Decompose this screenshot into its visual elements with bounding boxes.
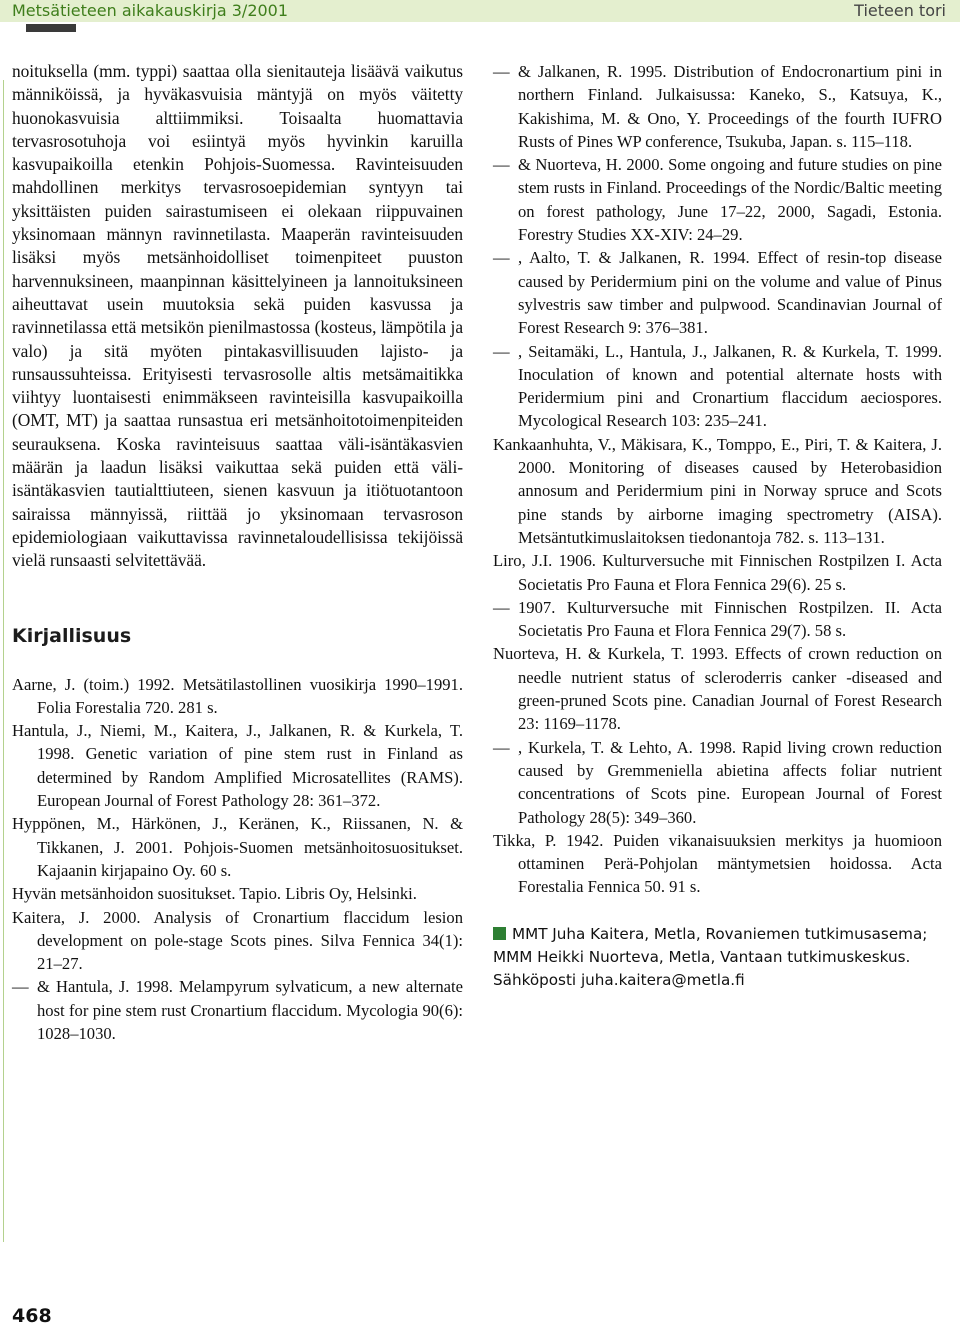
left-column bbox=[12, 60, 463, 1045]
reference-entry bbox=[493, 736, 942, 829]
right-column bbox=[493, 60, 942, 992]
reference-text: & Nuorteva, H. 2000. Some ongoing and future studies on pine stem rusts in Finland. Proceedings of the Nordic/Baltic meeting on forest pathology, June 17–22, 2000, Sagadi, Estonia. Forestry Studies XX-XIV: 24–29. bbox=[518, 155, 942, 245]
reference-entry bbox=[493, 60, 942, 153]
ref-dash: — bbox=[493, 341, 510, 361]
reference-text: Tikka, P. 1942. Puiden vikanaisuuksien merkitys ja huomioon ottaminen Perä-Pohjolan mäntymetsien hoidossa. Acta Forestalia Fennica 50. 91 s. bbox=[493, 830, 942, 897]
reference-entry bbox=[12, 882, 463, 905]
reference-entry bbox=[493, 153, 942, 246]
ref-dash: — bbox=[493, 62, 510, 81]
reference-text: Hyvän metsänhoidon suositukset. Tapio. Libris Oy, Helsinki. bbox=[12, 884, 417, 904]
ref-dash: — bbox=[12, 977, 29, 997]
section-title: Tieteen tori bbox=[854, 1, 946, 20]
reference-text: , Aalto, T. & Jalkanen, R. 1994. Effect of resin-top disease caused by Peridermium pini on the volume and value of Pinus sylvestris saw timber and pulpwood. Scandinavian Journal of Forest Research 9: 376–381. bbox=[518, 248, 942, 338]
references-list-left bbox=[12, 673, 463, 1046]
reference-entry bbox=[12, 975, 463, 1045]
reference-text: Aarne, J. (toim.) 1992. Metsätilastollinen vuosikirja 1990–1991. Folia Forestalia 720. 281 s. bbox=[12, 674, 463, 717]
reference-text: Liro, J.I. 1906. Kulturversuche mit Finnischen Rostpilzen I. Acta Societatis Pro Fauna et Flora Fennica 29(6). 25 s. bbox=[493, 551, 942, 594]
references-list-right bbox=[493, 60, 942, 899]
author-note bbox=[493, 923, 942, 992]
ref-dash: — bbox=[493, 597, 510, 617]
ref-dash: — bbox=[493, 155, 510, 175]
running-header bbox=[0, 0, 960, 22]
reference-text: Kaitera, J. 2000. Analysis of Cronartium flaccidum lesion development on pole-stage Scots pines. Silva Fennica 34(1): 21–27. bbox=[12, 907, 463, 974]
reference-entry bbox=[12, 812, 463, 882]
body-paragraph: noituksella (mm. typpi) saattaa olla sienitauteja lisäävä vaikutus männiköissä, ja hyväkasvuisia mäntyjä on myös väitetty huonokasvuisia alttiimmiksi. Toisaalta huomattavia tervasrosotuhoja voi esiintyä myös hyvinkin karuilla kasvupaikoilla etenkin Pohjois-Suomessa. Ravinteisuuden mahdollinen merkitys tervasrosoepidemian syntyyn tai yksittäisten puiden sairastumiseen ei olekaan riippuvainen yksinomaan männyn ravinnetilasta. Maaperän ravinteisuuden lisäksi myös metsänhoidolliset toimenpiteet puuston harvennuksineen, maanpinnan käsittelyineen ja lannoituksineen aiheuttavat usein muutoksia sekä puiden kasvussa ja ravinnetilassa että metsikön pienilmastossa (kosteus, lämpötila ja valo) ja sitä myöten pintakasvillisuuden lajisto- ja runsaussuhteissa. Erityisesti tervasrosolle altis metsämaitikka viihtyy luontaisesti enimmäkseen ravinteisilla kasvupaikoilla (OMT, MT) ja saattaa runsastua eri metsänhoitotoimenpiteiden seurauksena. Koska ravinteisuus saattaa väli-isäntäkasvien määrän ja laadun lisäksi vaikuttaa sekä puiden että väli-isäntäkasvien tautialttiuteen, sienen kasvuun ja itiötuotantoon sairaissa männyissä, riittää jo yksinomaan tervasroson epidemiologiaan vaikuttavissa ravinnetaloudellisissa tekijöissä vielä runsaasti selvitettävää. bbox=[12, 61, 463, 571]
ref-dash: — bbox=[493, 248, 510, 268]
reference-entry bbox=[493, 596, 942, 643]
reference-text: Hyppönen, M., Härkönen, J., Keränen, K., Riissanen, N. & Tikkanen, J. 2001. Pohjois-Suomen metsänhoitosuositukset. Kajaanin kirjapaino Oy. 60 s. bbox=[12, 814, 463, 880]
author-note-text: MMT Juha Kaitera, Metla, Rovaniemen tutkimusasema; MMM Heikki Nuorteva, Metla, Vantaan tutkimuskeskus. Sähköposti juha.kaitera@metla.fi bbox=[493, 924, 928, 989]
reference-text: Hantula, J., Niemi, M., Kaitera, J., Jalkanen, R. & Kurkela, T. 1998. Genetic variation of pine stem rust in Finland as determined by Random Amplified Microsatellites (RAMS). European Journal of Forest Pathology 28: 361–372. bbox=[12, 721, 463, 811]
reference-entry bbox=[493, 433, 942, 549]
reference-entry bbox=[12, 673, 463, 720]
header-bar-decoration bbox=[26, 24, 76, 32]
references-heading: Kirjallisuus bbox=[12, 624, 132, 647]
ref-dash: — bbox=[493, 737, 510, 757]
reference-text: Nuorteva, H. & Kurkela, T. 1993. Effects of crown reduction on needle nutrient status of scleroderris canker -diseased and green-pruned Scots pine. Canadian Journal of Forest Research 23: 1169–1178. bbox=[493, 644, 942, 734]
page-number: 468 bbox=[12, 1305, 52, 1327]
journal-title: Metsätieteen aikakauskirja 3/2001 bbox=[12, 1, 289, 20]
column-rule bbox=[3, 80, 4, 1242]
reference-entry bbox=[493, 246, 942, 339]
reference-text: , Kurkela, T. & Lehto, A. 1998. Rapid living crown reduction caused by Gremmeniella abietina affects foliar nutrient concentrations of Scots pine. European Journal of Forest Pathology 28(5): 349–360. bbox=[518, 737, 942, 827]
green-square-icon bbox=[493, 927, 506, 940]
reference-entry bbox=[12, 719, 463, 812]
reference-text: & Hantula, J. 1998. Melampyrum sylvaticum, a new alternate host for pine stem rust Cronartium flaccidum. Mycologia 90(6): 1028–1030. bbox=[37, 977, 463, 1043]
reference-entry bbox=[493, 340, 942, 433]
reference-entry bbox=[493, 642, 942, 735]
reference-text: Kankaanhuhta, V., Mäkisara, K., Tomppo, E., Piri, T. & Kaitera, J. 2000. Monitoring of diseases caused by Heterobasidion annosum and Peridermium pini in Norway spruce and Scots pine stands by airborne imaging spectrometry (AISA). Metsäntutkimuslaitoksen tiedonantoja 782. s. 113–131. bbox=[493, 434, 942, 547]
reference-text: & Jalkanen, R. 1995. Distribution of Endocronartium pini in northern Finland. Julkaisussa: Kaneko, S., Katsuya, K., Kakishima, M. & Ono, Y. Proceedings of the fourth IUFRO Rusts of Pines WP conference, Tsukuba, Japan. s. 115–118. bbox=[518, 62, 942, 151]
reference-entry bbox=[12, 906, 463, 976]
reference-entry bbox=[493, 549, 942, 596]
reference-text: 1907. Kulturversuche mit Finnischen Rostpilzen. II. Acta Societatis Pro Fauna et Flora Fennica 29(7). 58 s. bbox=[518, 597, 942, 641]
reference-text: , Seitamäki, L., Hantula, J., Jalkanen, R. & Kurkela, T. 1999. Inoculation of known and potential alternate hosts with Peridermium pini and Cronartium flaccidum aeciospores. Mycological Research 103: 235–241. bbox=[518, 341, 942, 431]
reference-entry bbox=[493, 829, 942, 899]
